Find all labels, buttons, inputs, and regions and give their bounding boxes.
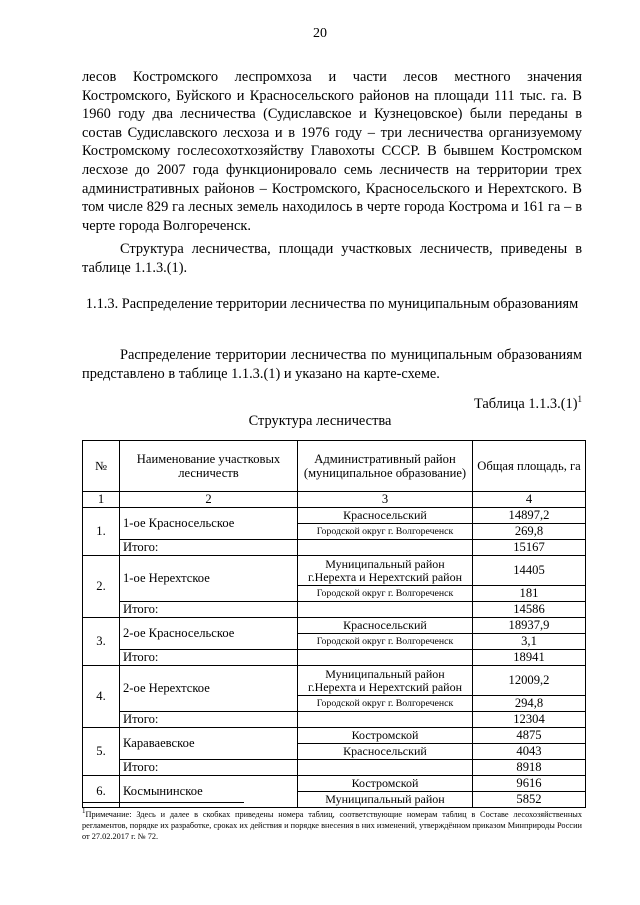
total-area: 15167 (473, 540, 586, 556)
total-label: Итого: (120, 760, 298, 776)
paragraph-2: Структура лесничества, площади участковых лесничеств, приведены в таблице 1.1.3.(1). (82, 241, 582, 276)
forestry-name: 1-ое Красносельское (120, 508, 298, 540)
forestry-name: Караваевское (120, 728, 298, 760)
area-cell: 181 (473, 586, 586, 602)
district-cell: Муниципальный район г.Нерехта и Нерехтский район (298, 666, 473, 696)
district-cell: Муниципальный район (298, 792, 473, 808)
district-cell: Городской округ г. Волгореченск (298, 524, 473, 540)
area-cell: 14405 (473, 556, 586, 586)
total-area: 18941 (473, 650, 586, 666)
total-area: 14586 (473, 602, 586, 618)
district-cell: Городской округ г. Волгореченск (298, 634, 473, 650)
district-cell: Костромской (298, 728, 473, 744)
total-label: Итого: (120, 650, 298, 666)
area-cell: 269,8 (473, 524, 586, 540)
page-number: 20 (313, 26, 327, 41)
total-row (83, 540, 586, 556)
structure-table (82, 440, 586, 808)
column-number-row (83, 492, 586, 508)
total-district-empty (298, 760, 473, 776)
table-row (83, 618, 586, 634)
total-district-empty (298, 650, 473, 666)
table-label-text: Таблица 1.1.3.(1) (473, 395, 578, 412)
table-row (83, 728, 586, 744)
area-cell: 18937,9 (473, 618, 586, 634)
district-cell: Красносельский (298, 618, 473, 634)
section-heading: 1.1.3. Распределение территории лесничества по муниципальным образованиям (85, 296, 579, 312)
row-number: 4. (83, 666, 120, 728)
header-area: Общая площадь, га (473, 441, 586, 492)
total-row (83, 602, 586, 618)
total-row (83, 760, 586, 776)
header-number: № (83, 441, 120, 492)
area-cell: 9616 (473, 776, 586, 792)
header-district: Административный район (муниципальное образование) (298, 441, 473, 492)
total-row (83, 650, 586, 666)
area-cell: 3,1 (473, 634, 586, 650)
row-number: 6. (83, 776, 120, 808)
total-row (83, 712, 586, 728)
forestry-name: 2-ое Красносельское (120, 618, 298, 650)
table-label (474, 394, 582, 413)
area-cell: 4875 (473, 728, 586, 744)
total-area: 8918 (473, 760, 586, 776)
col-number-3: 3 (298, 492, 473, 508)
forestry-name: Космынинское (120, 776, 298, 808)
row-number: 3. (83, 618, 120, 666)
area-cell: 4043 (473, 744, 586, 760)
table-label-footnote-ref: 1 (577, 394, 582, 404)
col-number-4: 4 (473, 492, 586, 508)
table-row (83, 556, 586, 586)
table-header-row (83, 441, 586, 492)
total-label: Итого: (120, 602, 298, 618)
forestry-name: 2-ое Нерехтское (120, 666, 298, 712)
row-number: 5. (83, 728, 120, 776)
area-cell: 14897,2 (473, 508, 586, 524)
row-number: 1. (83, 508, 120, 556)
col-number-1: 1 (83, 492, 120, 508)
paragraph-3: Распределение территории лесничества по муниципальным образованиям представлено в таблице 1.1.3.(1) и указано на карте-схеме. (82, 347, 582, 382)
table-title: Структура лесничества (248, 413, 392, 429)
footnote-marker: 1 (82, 807, 86, 815)
footnote-rule (82, 802, 244, 803)
district-cell: Городской округ г. Волгореченск (298, 586, 473, 602)
total-district-empty (298, 540, 473, 556)
table-row (83, 508, 586, 524)
area-cell: 294,8 (473, 696, 586, 712)
total-label: Итого: (120, 540, 298, 556)
district-cell: Костромской (298, 776, 473, 792)
footnote-text: Примечание: Здесь и далее в скобках приведены номера таблиц, соответствующие номерам таблиц в Составе лесохозяйственных регламентов, порядке их разработке, сроках их действия и порядке внесения в них изменений, утверждённом приказом Минприроды России от 27.02.2017 г. № 72. (82, 809, 582, 841)
col-number-2: 2 (120, 492, 298, 508)
district-cell: Муниципальный район г.Нерехта и Нерехтский район (298, 556, 473, 586)
paragraph-1: лесов Костромского леспромхоза и части лесов местного значения Костромского, Буйского и Красносельского районов на площади 111 тыс. га. В 1960 году два лесничества (Судиславское и Кузнецовское) были переданы в состав Судиславского лесхоза и в 1976 году – три лесничества организуемому Костромскому гослесохотхозяйству Главохоты СССР. В бывшем Костромском лесхозе до 2007 года функционировало семь лесничеств на территории трех административных районов – Костромского, Красносельского и Нерехтского. В том числе 829 га лесных земель находилось в черте города Кострома и 161 га – в черте города Волгореченск. (82, 69, 582, 234)
total-district-empty (298, 602, 473, 618)
forestry-name: 1-ое Нерехтское (120, 556, 298, 602)
area-cell: 12009,2 (473, 666, 586, 696)
district-cell: Городской округ г. Волгореченск (298, 696, 473, 712)
total-district-empty (298, 712, 473, 728)
total-area: 12304 (473, 712, 586, 728)
footnote (82, 806, 582, 842)
area-cell: 5852 (473, 792, 586, 808)
table-row (83, 776, 586, 792)
table-row (83, 666, 586, 696)
row-number: 2. (83, 556, 120, 618)
total-label: Итого: (120, 712, 298, 728)
district-cell: Красносельский (298, 744, 473, 760)
district-cell: Красносельский (298, 508, 473, 524)
header-name: Наименование участковых лесничеств (120, 441, 298, 492)
